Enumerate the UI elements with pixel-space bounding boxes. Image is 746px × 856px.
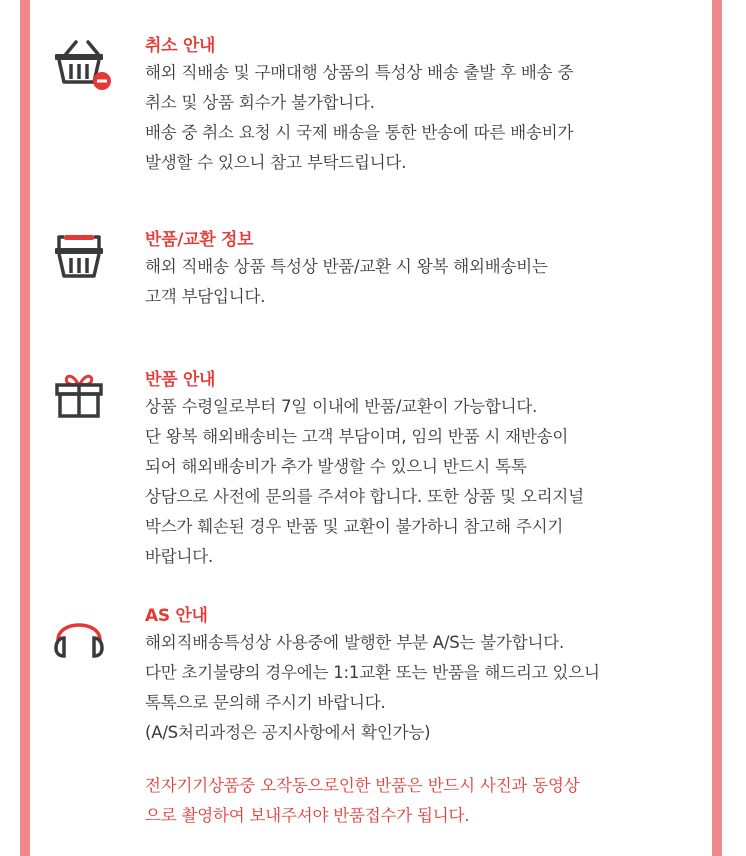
warning-text: 전자기기상품중 오작동으로인한 반품은 반드시 사진과 동영상 으로 촬영하여 보내주셔야 반품접수가 됩니다.: [145, 776, 580, 825]
frame-border-left: [20, 0, 30, 856]
headphones-icon: [52, 606, 112, 662]
section-title: 취소 안내: [145, 36, 216, 56]
frame-border-right: [712, 0, 722, 856]
basket-icon: [52, 230, 112, 286]
section-title: 반품/교환 정보: [145, 230, 254, 250]
section-title: 반품 안내: [145, 370, 216, 390]
section-title: AS 안내: [145, 606, 208, 626]
section-text: 상품 수령일로부터 7일 이내에 반품/교환이 가능합니다. 단 왕복 해외배송비는 고객 부담이며, 임의 반품 시 재반송이 되어 해외배송비가 추가 발생할 수 있으니 반드시 톡톡 상담으로 사전에 문의를 주셔야 합니다. 또한 상품 및 오리지널 박스가 훼손된 경우 반품 및 교환이 불가하니 참고해 주시기 바랍니다.: [145, 397, 584, 566]
basket-remove-icon: [52, 36, 112, 92]
section-text: 해외직배송특성상 사용중에 발행한 부분 A/S는 불가합니다. 다만 초기불량의 경우에는 1:1교환 또는 반품을 해드리고 있으니 톡톡으로 문의해 주시기 바랍니다. (A/S처리과정은 공지사항에서 확인가능): [145, 633, 600, 742]
gift-box-icon: [52, 370, 112, 426]
section-text: 해외 직배송 및 구매대행 상품의 특성상 배송 출발 후 배송 중 취소 및 상품 회수가 불가합니다. 배송 중 취소 요청 시 국제 배송을 통한 반송에 따른 배송비가 발생할 수 있으니 참고 부탁드립니다.: [145, 63, 574, 172]
section-text: 해외 직배송 상품 특성상 반품/교환 시 왕복 해외배송비는 고객 부담입니다.: [145, 257, 548, 306]
